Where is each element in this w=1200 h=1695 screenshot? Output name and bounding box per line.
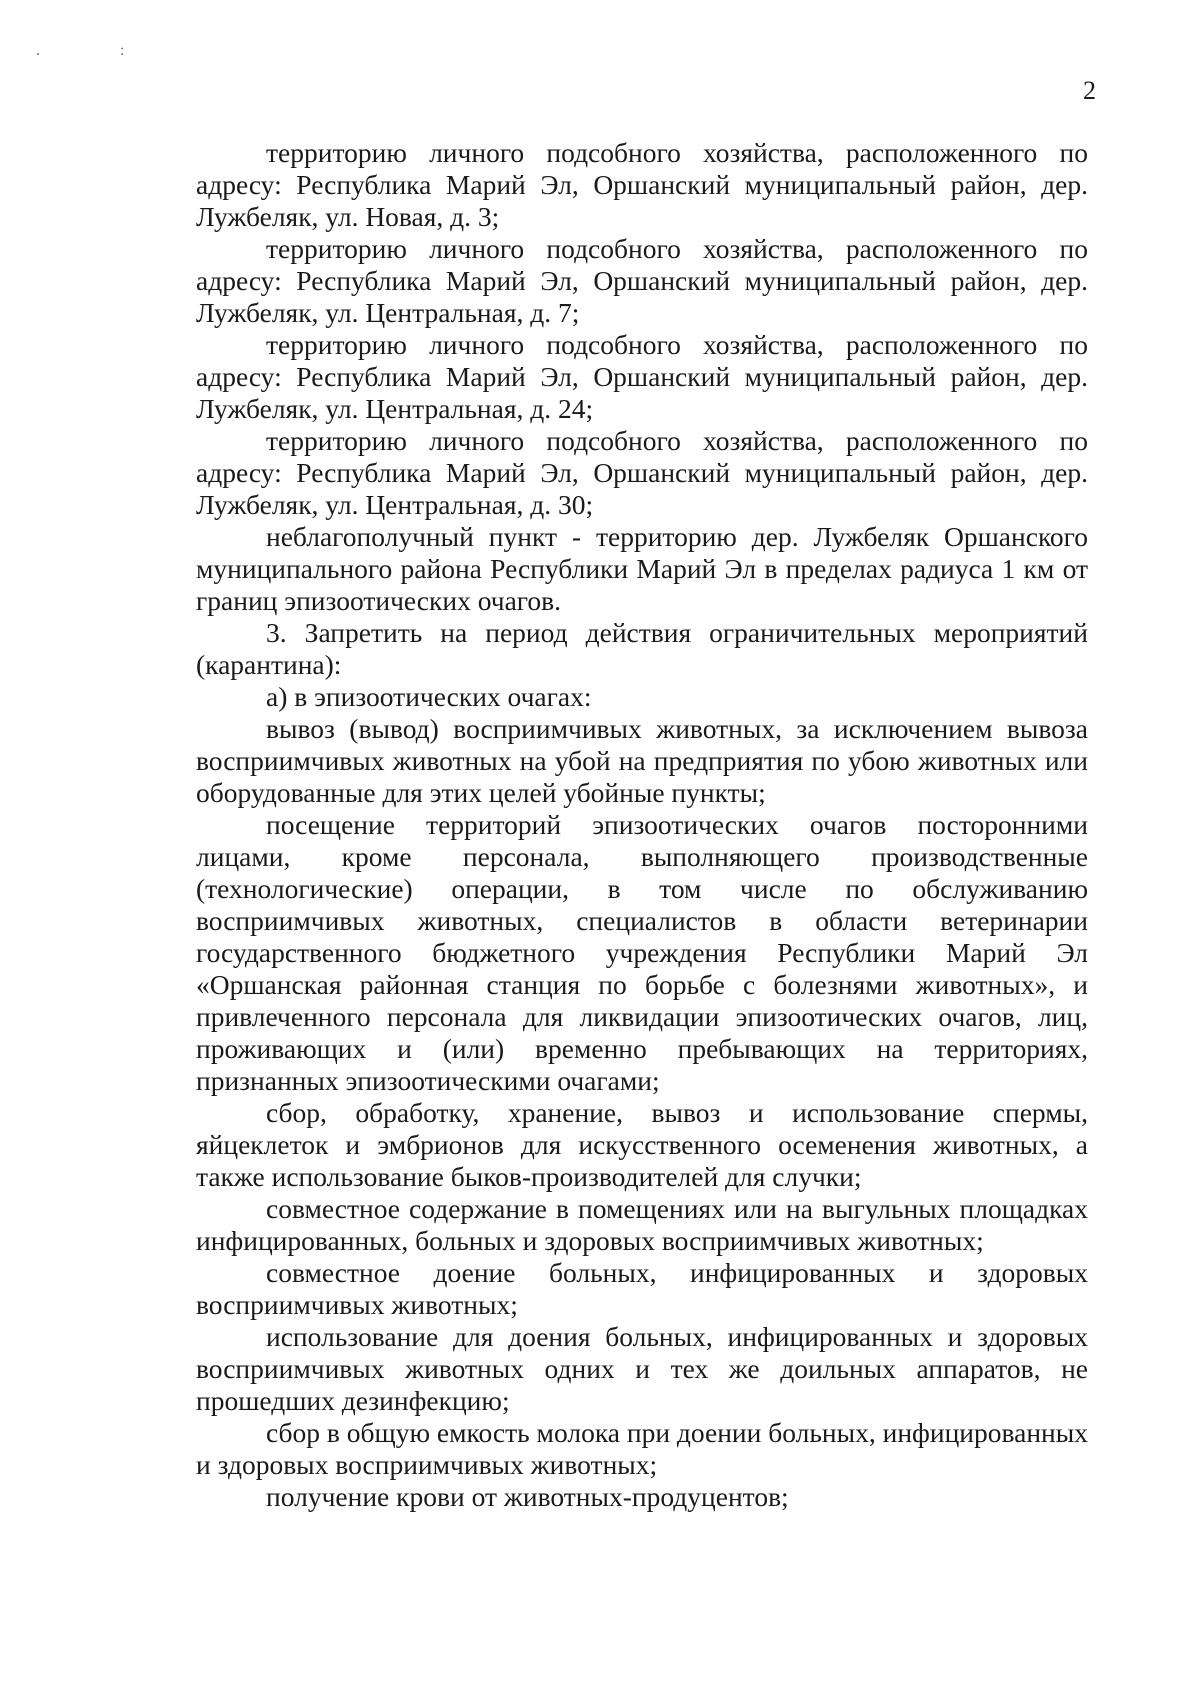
paragraph: территорию личного подсобного хозяйства, расположенного по адресу: Республика Марий Эл, Оршанский муниципальный район, дер. Лужбеляк, ул. Новая, д. 3; [196, 137, 1088, 232]
paragraph: территорию личного подсобного хозяйства, расположенного по адресу: Республика Марий Эл, Оршанский муниципальный район, дер. Лужбеляк, ул. Центральная, д. 24; [196, 329, 1088, 424]
paragraph: территорию личного подсобного хозяйства, расположенного по адресу: Республика Марий Эл, Оршанский муниципальный район, дер. Лужбеляк, ул. Центральная, д. 7; [196, 233, 1088, 328]
paragraph: сбор в общую емкость молока при доении больных, инфицированных и здоровых восприимчивых животных; [196, 1417, 1088, 1480]
paragraph: сбор, обработку, хранение, вывоз и использование спермы, яйцеклеток и эмбрионов для искусственного осеменения животных, а также использование быков-производителей для случки; [196, 1097, 1088, 1192]
paragraph: вывоз (вывод) восприимчивых животных, за исключением вывоза восприимчивых животных на убой на предприятия по убою животных или оборудованные для этих целей убойные пункты; [196, 713, 1088, 808]
document-body [196, 137, 1088, 1513]
scan-specks: . : [36, 42, 163, 59]
paragraph: использование для доения больных, инфицированных и здоровых восприимчивых животных одних и тех же доильных аппаратов, не прошедших дезинфекцию; [196, 1321, 1088, 1416]
page-number: 2 [1083, 76, 1096, 105]
paragraph: посещение территорий эпизоотических очагов посторонними лицами, кроме персонала, выполняющего производственные (технологические) операции, в том числе по обслуживанию восприимчивых животных, специалистов в области ветеринарии государственного бюджетного учреждения Республики Марий Эл «Оршанская районная станция по борьбе с болезнями животных», и привлеченного персонала для ликвидации эпизоотических очагов, лиц, проживающих и (или) временно пребывающих на территориях, признанных эпизоотическими очагами; [196, 809, 1088, 1096]
paragraph: территорию личного подсобного хозяйства, расположенного по адресу: Республика Марий Эл, Оршанский муниципальный район, дер. Лужбеляк, ул. Центральная, д. 30; [196, 425, 1088, 520]
paragraph: совместное содержание в помещениях или на выгульных площадках инфицированных, больных и здоровых восприимчивых животных; [196, 1193, 1088, 1256]
paragraph: а) в эпизоотических очагах: [266, 681, 592, 712]
paragraph: 3. Запретить на период действия ограничительных мероприятий (карантина): [196, 617, 1088, 680]
paragraph: неблагополучный пункт - территорию дер. Лужбеляк Оршанского муниципального района Республики Марий Эл в пределах радиуса 1 км от границ эпизоотических очагов. [196, 521, 1088, 616]
paragraph: совместное доение больных, инфицированных и здоровых восприимчивых животных; [196, 1257, 1088, 1320]
paragraph: получение крови от животных-продуцентов; [266, 1481, 789, 1512]
